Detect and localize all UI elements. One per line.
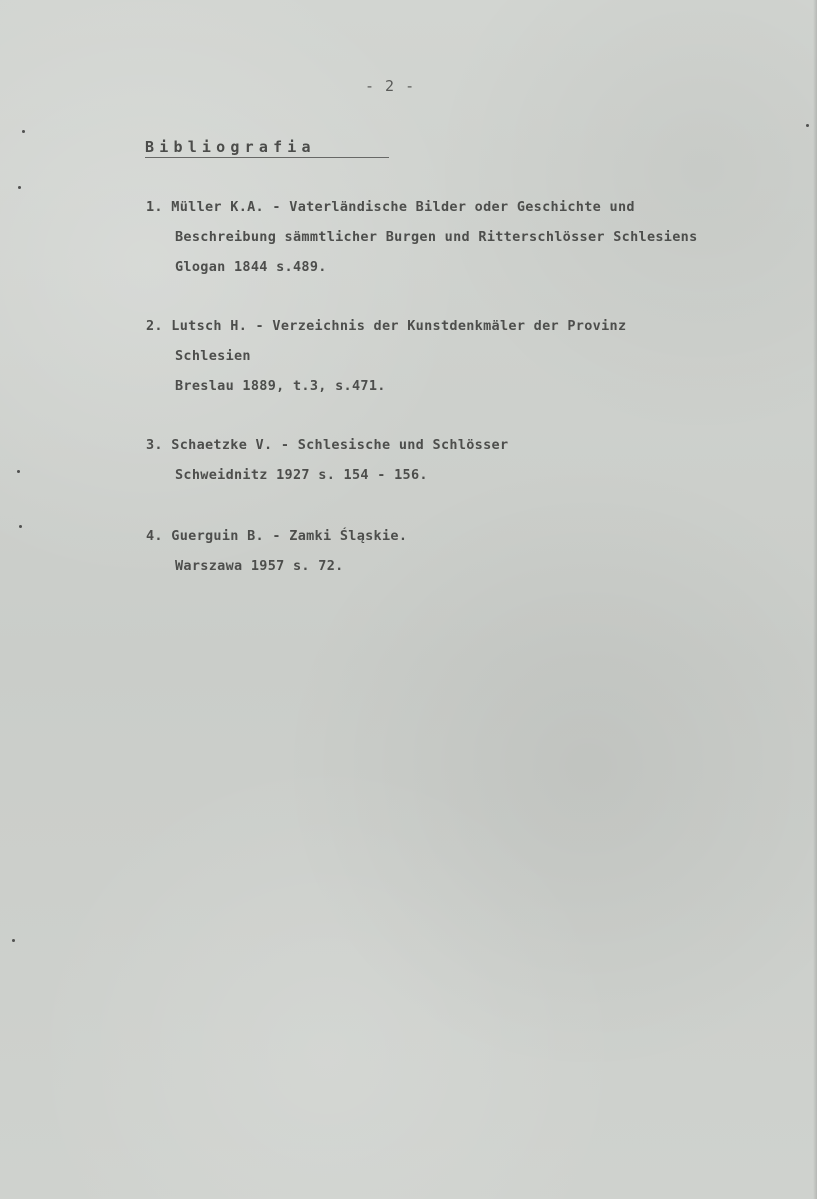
paper-speck: [18, 186, 21, 189]
bibliography-entry-4-line-1: 4. Guerguin B. - Zamki Śląskie.: [146, 528, 408, 544]
bibliography-entry-3-line-1: 3. Schaetzke V. - Schlesische und Schlösser: [146, 437, 509, 453]
section-heading: Bibliografia: [145, 138, 316, 156]
bibliography-entry-1-line-2: Beschreibung sämmtlicher Burgen und Ritterschlösser Schlesiens: [175, 229, 698, 245]
bibliography-entry-4-line-2: Warszawa 1957 s. 72.: [175, 558, 344, 574]
bibliography-entry-1-line-3: Glogan 1844 s.489.: [175, 259, 327, 275]
paper-speck: [22, 130, 25, 133]
paper-speck: [12, 939, 15, 942]
bibliography-entry-2-line-1: 2. Lutsch H. - Verzeichnis der Kunstdenkmäler der Provinz: [146, 318, 627, 334]
paper-speck: [17, 470, 20, 473]
paper-speck: [806, 124, 809, 127]
heading-underline: [145, 157, 389, 158]
bibliography-entry-2-line-3: Breslau 1889, t.3, s.471.: [175, 378, 386, 394]
page-number: - 2 -: [365, 77, 416, 95]
paper-edge-shadow: [813, 0, 817, 1199]
paper-speck: [19, 525, 22, 528]
bibliography-entry-1-line-1: 1. Müller K.A. - Vaterländische Bilder oder Geschichte und: [146, 199, 635, 215]
bibliography-entry-3-line-2: Schweidnitz 1927 s. 154 - 156.: [175, 467, 428, 483]
bibliography-entry-2-line-2: Schlesien: [175, 348, 251, 364]
